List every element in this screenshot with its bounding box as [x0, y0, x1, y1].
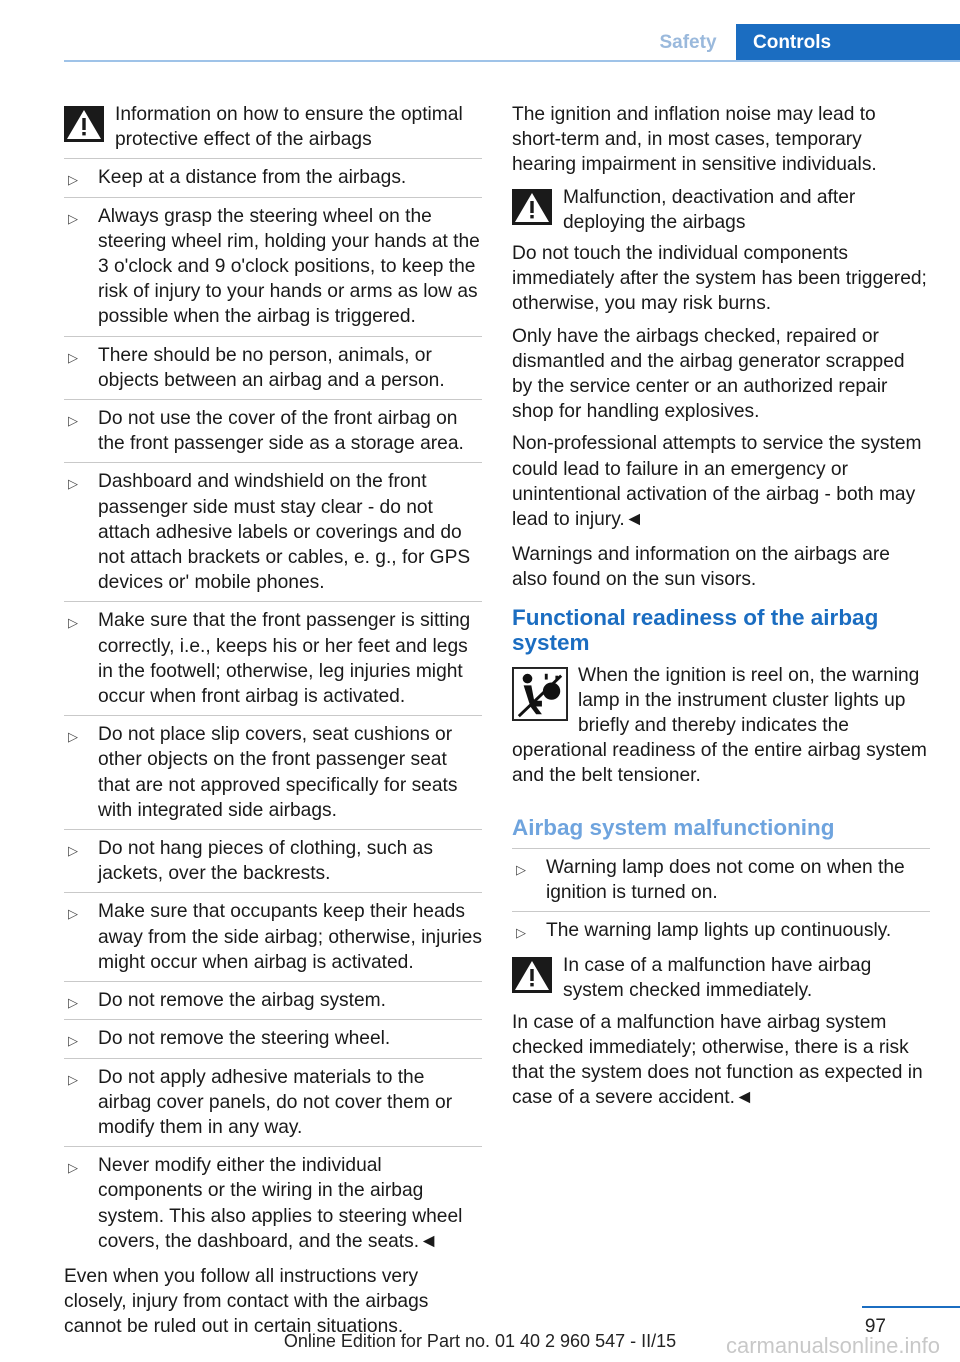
bullet-item: [64, 892, 482, 981]
bullet-item: [64, 601, 482, 715]
page-number: 97: [864, 1316, 886, 1337]
bullet-triangle-icon: ▷: [68, 1033, 78, 1049]
warning-block-malfunction: [512, 185, 930, 235]
bullet-triangle-icon: ▷: [68, 413, 78, 429]
warning-title: In case of a malfunction have airbag system checked immediately.: [563, 955, 872, 1002]
warning-block-optimal-protection: [64, 102, 482, 152]
warning-title: Malfunction, deactivation and after deploying the airbags: [563, 186, 856, 233]
bullet-triangle-icon: ▷: [68, 906, 78, 922]
intro-paragraph: The ignition and inflation noise may lead to short-term and, in most cases, temporary hearing impairment in sensitive individuals.: [512, 104, 877, 176]
bullet-text: Make sure that occupants keep their heads away from the side airbag; otherwise, injuries might occur when airbag is activated.: [98, 901, 482, 973]
bullet-triangle-icon: ▷: [68, 1160, 78, 1176]
paragraph-service: Only have the airbags checked, repaired or dismantled and the airbag generator scrapped by the service center or an authorized repair shop for handling explosives.: [512, 325, 905, 423]
bullet-triangle-icon: ▷: [68, 995, 78, 1011]
right-column: [512, 102, 930, 1118]
header-section-safety: Safety: [659, 32, 717, 53]
footer-rule: [862, 1306, 960, 1308]
bullet-item: [64, 715, 482, 829]
bullet-text: Do not remove the airbag system.: [98, 990, 386, 1012]
readiness-block: [512, 663, 930, 789]
bullet-triangle-icon: ▷: [516, 861, 526, 877]
bullet-item: [64, 1058, 482, 1147]
bullet-item: [64, 462, 482, 601]
header-chapter-controls: Controls: [736, 24, 960, 61]
left-column: [64, 102, 482, 1347]
bullet-item: [64, 1019, 482, 1057]
bullet-text: Do not place slip covers, seat cushions or other objects on the front passenger seat that are not approved specifically for seats with integrated side airbags.: [98, 724, 458, 821]
airbag-warning-lamp-icon: [512, 667, 568, 721]
bullet-text: Never modify either the individual components or the wiring in the airbag system. This also applies to steering wheel covers, the dashboard, and the seats.◄: [98, 1155, 463, 1252]
bullet-text: Do not apply adhesive materials to the airbag cover panels, do not cover them or modify them in any way.: [98, 1066, 453, 1138]
bullet-text: Keep at a distance from the airbags.: [98, 167, 407, 189]
warning-title: Information on how to ensure the optimal protective effect of the airbags: [115, 104, 463, 151]
bullet-item: [64, 981, 482, 1019]
readiness-text: When the ignition is reel on, the warning lamp in the instrument cluster lights up briefly and thereby indicates the operational readiness of the entire airbag system and the belt tensioner.: [512, 664, 927, 787]
bullet-text: The warning lamp lights up continuously.: [546, 920, 892, 942]
edition-text: Online Edition for Part no. 01 40 2 960 547 - II/15: [283, 1331, 677, 1351]
bullet-item: [64, 197, 482, 336]
bullet-text: Make sure that the front passenger is sitting correctly, i.e., keeps his or her feet and legs in the footwell; otherwise, leg injuries might occur when front airbag is activated.: [98, 610, 471, 708]
bullet-text: There should be no person, animals, or objects between an airbag and a person.: [98, 344, 445, 391]
bullet-text: Always grasp the steering wheel on the steering wheel rim, holding your hands at the 3 o'clock and 9 o'clock positions, to keep the risk of injury to your hands or arms as low as possible when the airbag is triggered.: [98, 205, 480, 328]
right-bullet-list: [512, 848, 930, 950]
bullet-text: Do not use the cover of the front airbag on the front passenger side as a storage area.: [98, 408, 464, 455]
heading-functional-readiness: Functional readiness of the airbag system: [512, 604, 879, 655]
bullet-text: Warning lamp does not come on when the ignition is turned on.: [546, 856, 905, 903]
bullet-item: [64, 158, 482, 196]
bullet-item: [64, 1146, 482, 1260]
bullet-item: [64, 336, 482, 399]
bullet-triangle-icon: ▷: [68, 210, 78, 226]
watermark: carmanualsonline.info: [725, 1333, 940, 1358]
closing-paragraph: Even when you follow all instructions very closely, injury from contact with the airbags cannot be ruled out in certain situations.: [64, 1265, 429, 1338]
warning-triangle-icon: [64, 106, 104, 142]
paragraph-risk: In case of a malfunction have airbag system checked immediately; otherwise, there is a risk that the system does not function as expected in case of a severe accident.◄: [512, 1011, 923, 1109]
paragraph-burns: Do not touch the individual components immediately after the system has been triggered; otherwise, you may risk burns.: [512, 243, 927, 315]
warning-triangle-icon: [512, 957, 552, 993]
paragraph-non-professional: Non-professional attempts to service the system could lead to failure in an emergency or unintentional activation of the airbag - both may lead to injury.◄: [512, 433, 922, 531]
bullet-triangle-icon: ▷: [68, 349, 78, 365]
paragraph-sun-visors: Warnings and information on the airbags are also found on the sun visors.: [512, 544, 890, 591]
bullet-text: Do not hang pieces of clothing, such as jackets, over the backrests.: [98, 838, 433, 885]
bullet-triangle-icon: ▷: [68, 843, 78, 859]
bullet-item: [64, 399, 482, 462]
bullet-text: Do not remove the steering wheel.: [98, 1028, 391, 1050]
left-bullet-list: [64, 158, 482, 1260]
bullet-triangle-icon: ▷: [68, 1071, 78, 1087]
bullet-triangle-icon: ▷: [68, 615, 78, 631]
header-rule: [64, 60, 960, 62]
bullet-item: [512, 911, 930, 949]
bullet-item: [512, 848, 930, 911]
heading-malfunctioning: Airbag system malfunctioning: [512, 814, 835, 840]
bullet-triangle-icon: ▷: [68, 476, 78, 492]
bullet-triangle-icon: ▷: [68, 172, 78, 188]
bullet-triangle-icon: ▷: [68, 729, 78, 745]
bullet-triangle-icon: ▷: [516, 925, 526, 941]
warning-block-check-immediately: [512, 953, 930, 1003]
warning-triangle-icon: [512, 189, 552, 225]
bullet-text: Dashboard and windshield on the front passenger side must stay clear - do not attach adhesive labels or coverings and do not attach brackets or cables, e. g., for GPS devices or' mobile phones.: [98, 471, 471, 594]
bullet-item: [64, 829, 482, 892]
